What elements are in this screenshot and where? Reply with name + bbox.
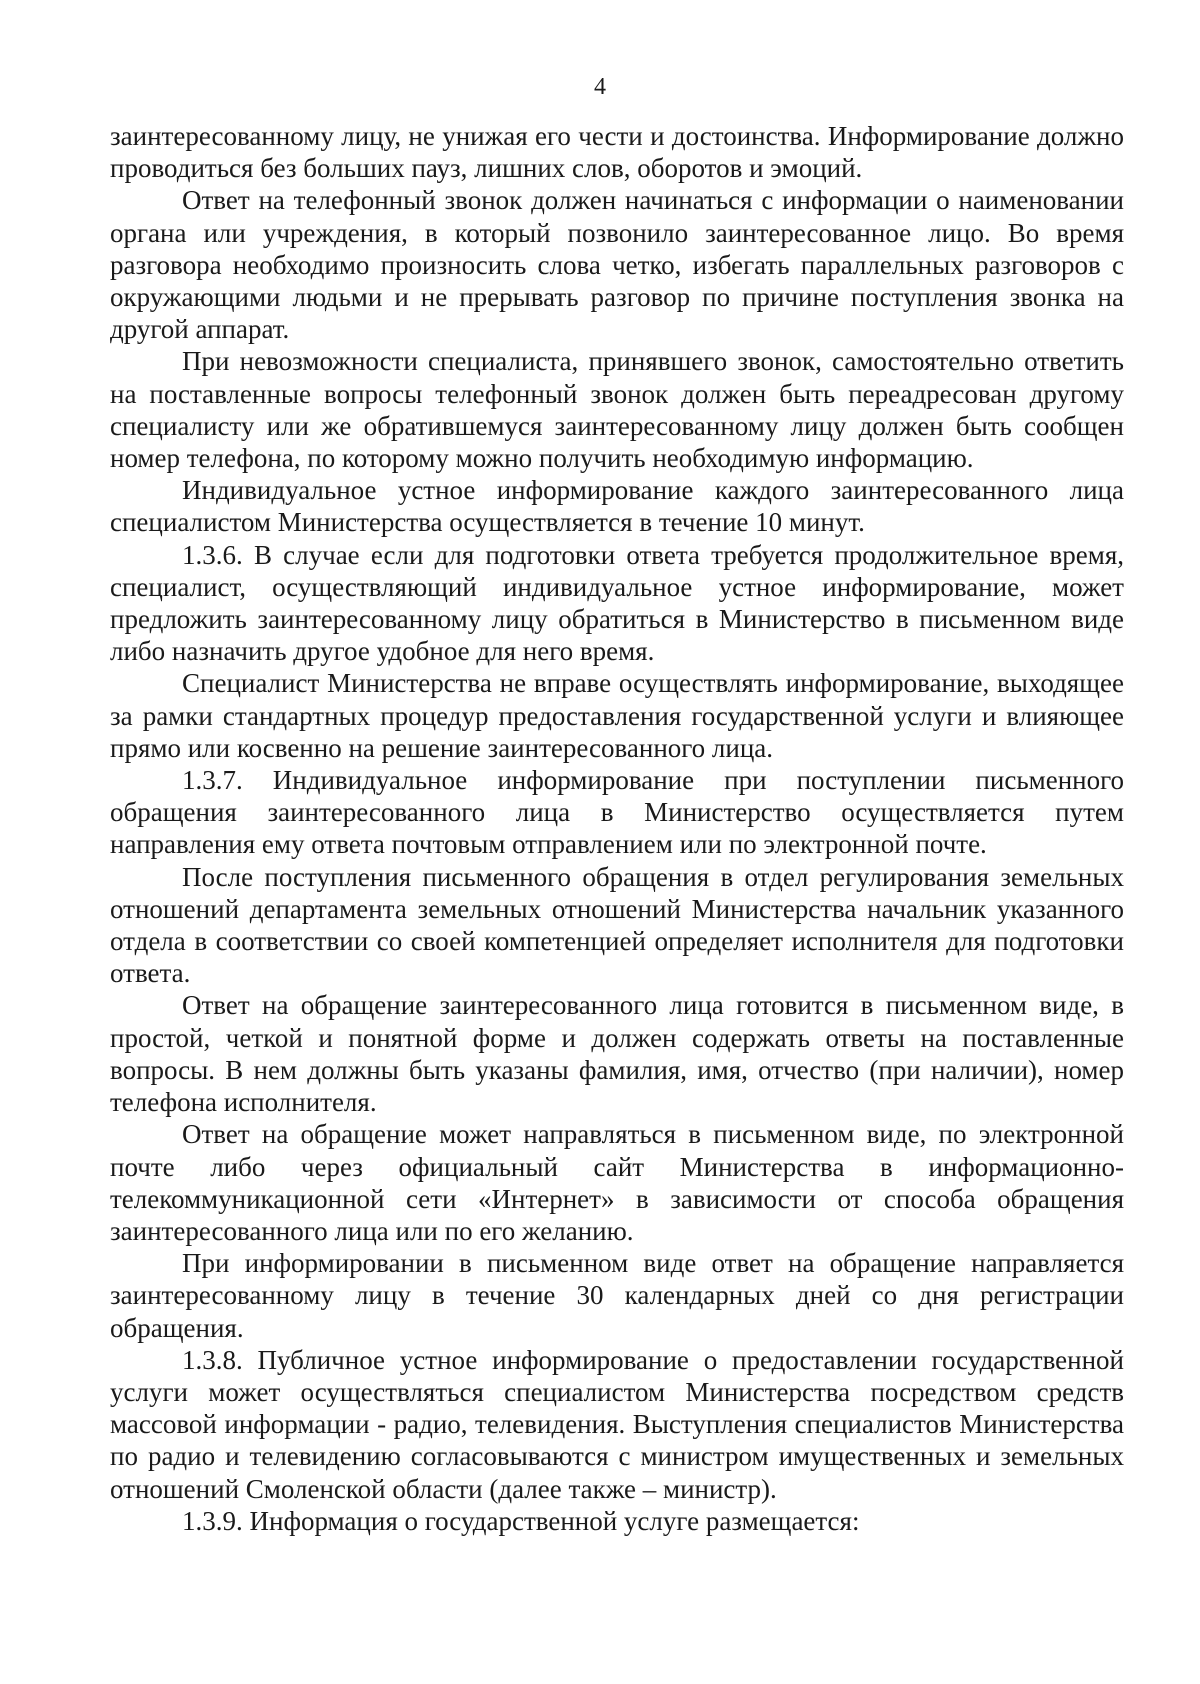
paragraph-call-redirect: При невозможности специалиста, принявшего звонок, самостоятельно ответить на поставленные вопросы телефонный звонок должен быть переадресован другому специалисту или же обратившемуся заинтересованному лицу должен быть сообщен номер телефона, по которому можно получить необходимую информацию. (110, 346, 1124, 474)
paragraph-continuation: заинтересованному лицу, не унижая его чести и достоинства. Информирование должно проводиться без больших пауз, лишних слов, оборотов и эмоций. (110, 121, 1124, 184)
paragraph-written-appeal: После поступления письменного обращения в отдел регулирования земельных отношений департамента земельных отношений Министерства начальник указанного отдела в соответствии со своей компетенцией определяет исполнителя для подготовки ответа. (110, 861, 1124, 989)
paragraph-answer-deadline: При информировании в письменном виде ответ на обращение направляется заинтересованному лицу в течение 30 календарных дней со дня регистрации обращения. (110, 1248, 1124, 1343)
paragraph-1-3-7: 1.3.7. Индивидуальное информирование при поступлении письменного обращения заинтересованного лица в Министерство осуществляется путем направления ему ответа почтовым отправлением или по электронной почте. (110, 765, 1124, 860)
paragraph-answer-channels: Ответ на обращение может направляться в письменном виде, по электронной почте либо через официальный сайт Министерства в информационно-телекоммуникационной сети «Интернет» в зависимости от способа обращения заинтересованного лица или по его желанию. (110, 1119, 1124, 1246)
paragraph-answer-form: Ответ на обращение заинтересованного лица готовится в письменном виде, в простой, четкой и понятной форме и должен содержать ответы на поставленные вопросы. В нем должны быть указаны фамилия, имя, отчество (при наличии), номер телефона исполнителя. (110, 990, 1124, 1118)
paragraph-1-3-9: 1.3.9. Информация о государственной услуге размещается: (182, 1505, 860, 1536)
document-body (110, 120, 1124, 1537)
paragraph-1-3-8: 1.3.8. Публичное устное информирование о предоставлении государственной услуги может осуществляться специалистом Министерства посредством средств массовой информации - радио, телевидения. Выступления специалистов Министерства по радио и телевидению согласовываются с министром имущественных и земельных отношений Смоленской области (далее также – министр). (110, 1344, 1124, 1504)
paragraph-phone-answer: Ответ на телефонный звонок должен начинаться с информации о наименовании органа или учреждения, в который позвонило заинтересованное лицо. Во время разговора необходимо произносить слова четко, избегать параллельных разговоров с окружающими людьми и не прерывать разговор по причине поступления звонка на другой аппарат. (110, 185, 1124, 345)
paragraph-1-3-6: 1.3.6. В случае если для подготовки ответа требуется продолжительное время, специалист, осуществляющий индивидуальное устное информирование, может предложить заинтересованному лицу обратиться в Министерство в письменном виде либо назначить другое удобное для него время. (110, 539, 1124, 667)
paragraph-oral-duration: Индивидуальное устное информирование каждого заинтересованного лица специалистом Министерства осуществляется в течение 10 минут. (110, 475, 1124, 538)
page-number: 4 (594, 74, 606, 100)
paragraph-specialist-limits: Специалист Министерства не вправе осуществлять информирование, выходящее за рамки стандартных процедур предоставления государственной услуги и влияющее прямо или косвенно на решение заинтересованного лица. (110, 668, 1124, 763)
